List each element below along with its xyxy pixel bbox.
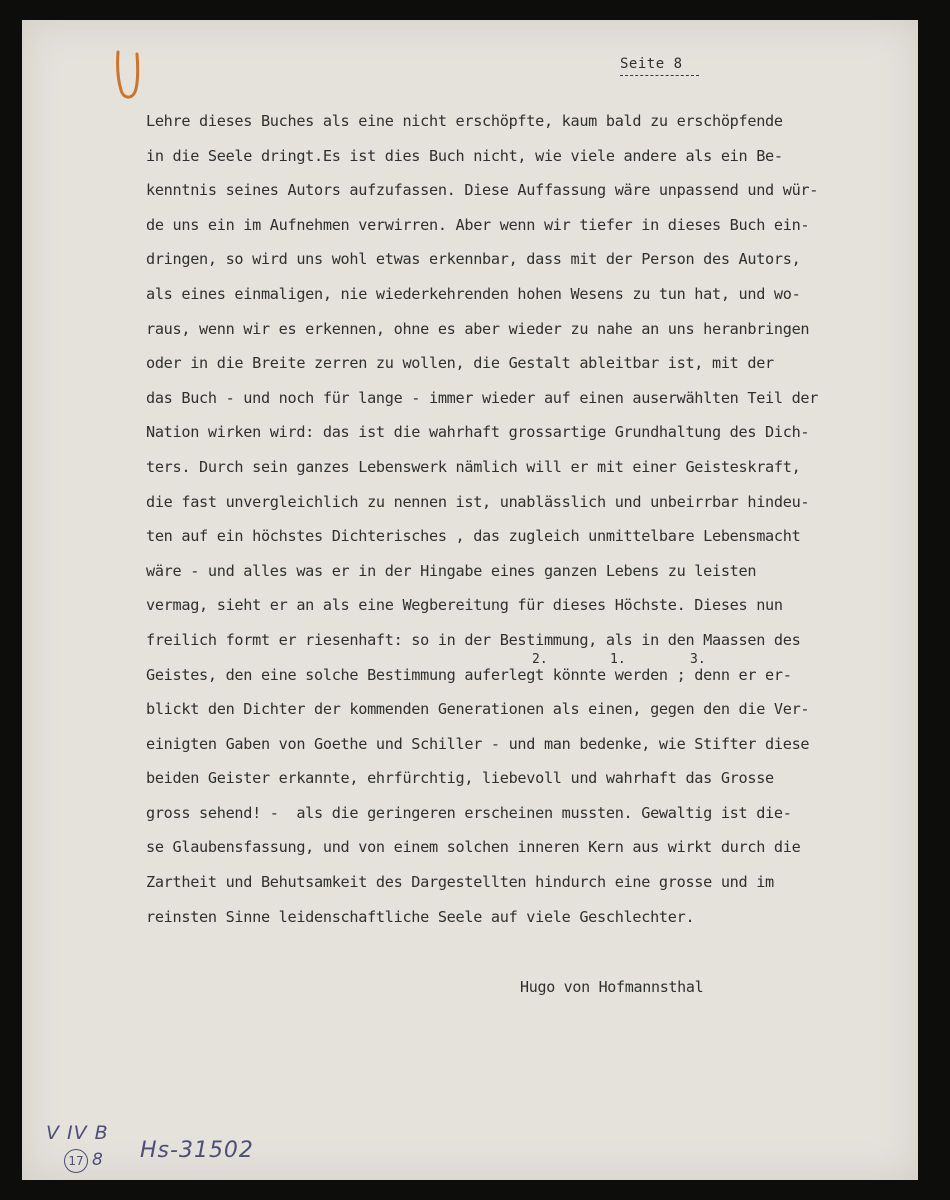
page-number-label: Seite 8 xyxy=(620,56,683,72)
text-line: se Glaubensfassung, und von einem solchen inneren Kern aus wirkt durch die xyxy=(146,838,801,857)
archive-shelfmark: Hs-31502 xyxy=(140,1138,254,1163)
text-line: das Buch - und noch für lange - immer wieder auf einen auserwählten Teil der xyxy=(146,388,819,407)
interlinear-number: 2. xyxy=(532,652,548,667)
body-text xyxy=(146,108,926,938)
text-line: einigten Gaben von Goethe und Schiller - und man bedenke, wie Stifter diese xyxy=(146,734,810,753)
text-line: kenntnis seines Autors aufzufassen. Diese Auffassung wäre unpassend und wür- xyxy=(146,181,819,200)
text-line: gross sehend! - als die geringeren erscheinen mussten. Gewaltig ist die- xyxy=(146,803,792,822)
page-number xyxy=(620,56,683,72)
text-line: beiden Geister erkannte, ehrfürchtig, liebevoll und wahrhaft das Grosse xyxy=(146,769,774,788)
text-line: dringen, so wird uns wohl etwas erkennbar, dass mit der Person des Autors, xyxy=(146,250,801,269)
text-line: oder in die Breite zerren zu wollen, die Gestalt ableitbar ist, mit der xyxy=(146,354,774,373)
text-line: ters. Durch sein ganzes Lebenswerk nämlich will er mit einer Geisteskraft, xyxy=(146,457,801,476)
interlinear-number: 1. xyxy=(610,652,626,667)
text-line: reinsten Sinne leidenschaftliche Seele auf viele Geschlechter. xyxy=(146,907,695,926)
interlinear-number: 3. xyxy=(690,652,706,667)
text-line: als eines einmaligen, nie wiederkehrenden hohen Wesens zu tun hat, und wo- xyxy=(146,284,801,303)
archive-roman-note: V IV B xyxy=(46,1122,109,1144)
text-line: in die Seele dringt.Es ist dies Buch nicht, wie viele andere als ein Be- xyxy=(146,146,783,165)
text-line: de uns ein im Aufnehmen verwirren. Aber wenn wir tiefer in dieses Buch ein- xyxy=(146,215,810,234)
signature: Hugo von Hofmannsthal xyxy=(520,978,704,996)
archive-sub-number: 8 xyxy=(92,1150,103,1170)
text-line: Lehre dieses Buches als eine nicht erschöpfte, kaum bald zu erschöpfende xyxy=(146,112,783,130)
text-line: wäre - und alles was er in der Hingabe eines ganzen Lebens zu leisten xyxy=(146,561,757,580)
text-line: freilich formt er riesenhaft: so in der Bestimmung, als in den Maassen des xyxy=(146,630,801,649)
text-line: Nation wirken wird: das ist die wahrhaft grossartige Grundhaltung des Dich- xyxy=(146,423,810,442)
text-line: ten auf ein höchstes Dichterisches , das zugleich unmittelbare Lebensmacht xyxy=(146,527,801,546)
text-line: blickt den Dichter der kommenden Generationen als einen, gegen den die Ver- xyxy=(146,700,810,719)
page-number-underline xyxy=(620,75,699,76)
text-line: vermag, sieht er an als eine Wegbereitung für dieses Höchste. Dieses nun xyxy=(146,596,783,615)
pencil-mark-icon xyxy=(112,46,146,108)
document-page xyxy=(22,20,918,1180)
text-line: Geistes, den eine solche Bestimmung auferlegt könnte werden ; denn er er- xyxy=(146,665,792,684)
text-line: Zartheit und Behutsamkeit des Dargestellten hindurch eine grosse und im xyxy=(146,873,774,892)
archive-circled-number: 17 xyxy=(64,1149,88,1173)
text-line: die fast unvergleichlich zu nennen ist, unablässlich und unbeirrbar hindeu- xyxy=(146,492,810,511)
text-line: raus, wenn wir es erkennen, ohne es aber wieder zu nahe an uns heranbringen xyxy=(146,319,810,338)
